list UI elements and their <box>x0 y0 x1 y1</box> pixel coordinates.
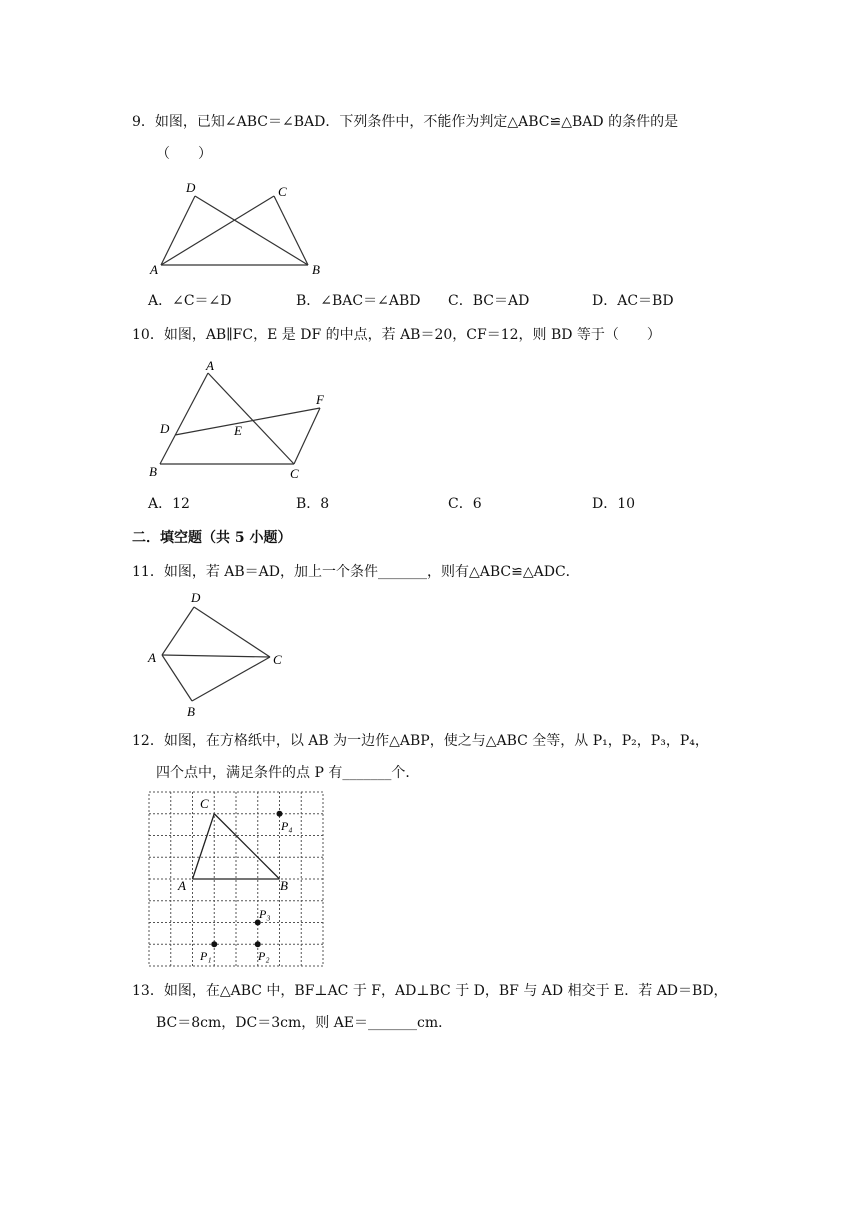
q9-option-c: C．BC＝AD <box>448 293 530 309</box>
q10-figure <box>140 356 340 484</box>
q11-label-c: C <box>273 652 282 667</box>
q11-label-b: B <box>187 704 195 719</box>
q11-segment-ac <box>162 655 270 657</box>
q10-option-c: C．6 <box>448 496 482 512</box>
q10-option-d: D．10 <box>592 496 636 512</box>
q9-label-d: D <box>186 180 196 195</box>
q12-label-c: C <box>200 796 209 811</box>
section-fill-in-title: 二．填空题（共 5 小题） <box>132 530 292 546</box>
q9-figure <box>140 176 340 280</box>
q11-segment-bc <box>192 657 270 701</box>
q12-label-a: A <box>178 878 186 893</box>
q11-segment-ab <box>162 655 192 701</box>
q12-point-p1 <box>211 941 217 947</box>
q13-stem-line1: 13．如图，在△ABC 中，BF⊥AC 于 F，AD⊥BC 于 D，BF 与 AD 相交于 E．若 AD＝BD， <box>132 983 728 999</box>
q10-segment-ba <box>160 373 208 464</box>
q12-label-p4: P₄ <box>281 819 293 833</box>
q9-option-d: D．AC＝BD <box>592 293 674 309</box>
q11-stem: 11．如图，若 AB＝AD，加上一个条件_______，则有△ABC≌△ADC． <box>132 564 580 580</box>
q12-stem-line1: 12．如图，在方格纸中，以 AB 为一边作△ABP，使之与△ABC 全等，从 P₁，P₂，P₃，P₄， <box>132 733 709 749</box>
q10-segment-df <box>175 408 320 435</box>
q12-segment-cb <box>214 814 279 879</box>
q9-answer-paren: （ ） <box>156 146 212 162</box>
q12-point-p2 <box>255 941 261 947</box>
q12-figure <box>148 790 326 968</box>
q12-point-p4 <box>277 811 283 817</box>
q10-label-d: D <box>160 421 170 436</box>
q11-figure <box>140 586 300 720</box>
q10-label-a: A <box>206 358 214 373</box>
q12-label-p3: P₃ <box>259 907 271 921</box>
q12-stem-line2: 四个点中，满足条件的点 P 有_______个． <box>156 765 420 781</box>
q10-option-b: B．8 <box>296 496 330 512</box>
q10-option-a: A．12 <box>148 496 190 512</box>
q11-segment-ad <box>162 607 194 655</box>
q9-stem: 9．如图，已知∠ABC＝∠BAD．下列条件中，不能作为判定△ABC≌△BAD 的条件的是 <box>132 114 679 130</box>
q11-label-a: A <box>148 650 156 665</box>
q10-segment-ac <box>208 373 294 464</box>
q9-option-a: A．∠C＝∠D <box>148 293 232 309</box>
q12-segment-ac <box>193 814 215 879</box>
q10-label-c: C <box>290 466 299 481</box>
q13-stem-line2: BC＝8cm，DC＝3cm，则 AE＝_______cm． <box>156 1015 453 1031</box>
q12-label-p2: P₂ <box>258 949 270 963</box>
q10-label-e: E <box>234 423 242 438</box>
q10-stem: 10．如图，AB∥FC，E 是 DF 的中点，若 AB＝20，CF＝12，则 BD 等于（ ） <box>132 327 661 343</box>
q11-segment-dc <box>194 607 270 657</box>
q9-label-b: B <box>312 262 320 277</box>
q10-label-b: B <box>149 464 157 479</box>
q10-segment-fc <box>294 408 320 464</box>
q10-label-f: F <box>316 392 324 407</box>
q12-label-b: B <box>280 878 288 893</box>
q9-label-c: C <box>278 184 287 199</box>
q11-label-d: D <box>191 590 201 605</box>
q9-label-a: A <box>150 262 158 277</box>
q9-option-b: B．∠BAC＝∠ABD <box>296 293 421 309</box>
q12-label-p1: P₁ <box>200 949 212 963</box>
